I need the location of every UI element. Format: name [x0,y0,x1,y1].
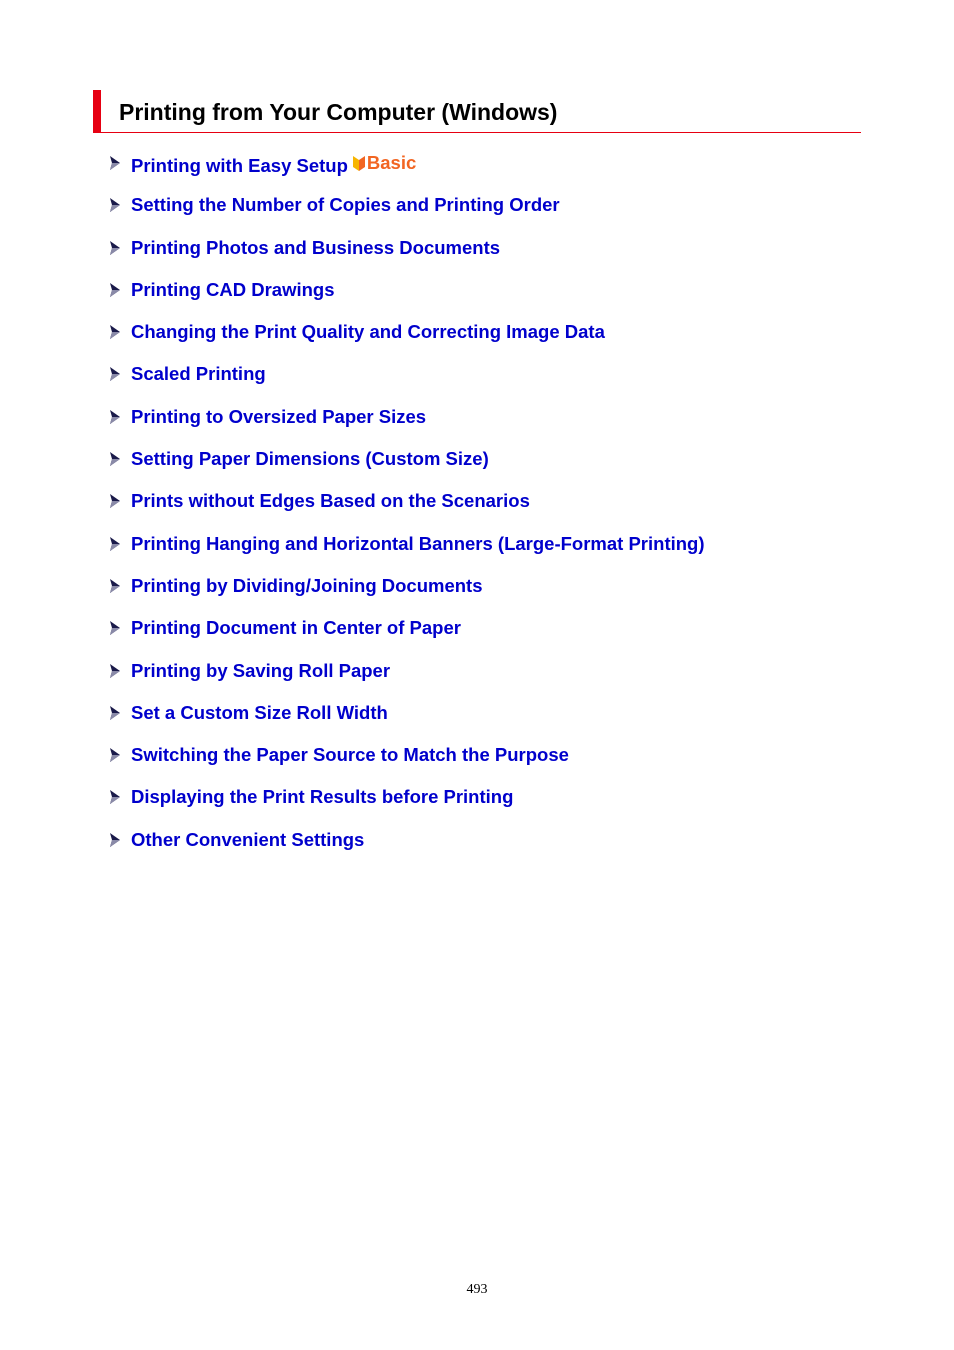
list-item [107,192,705,234]
arrow-right-icon [107,663,123,679]
link-printing-cad-drawings[interactable]: Printing CAD Drawings [131,278,335,300]
basic-badge [352,150,416,176]
link-scaled-printing[interactable]: Scaled Printing [131,363,266,385]
arrow-right-icon [107,282,123,298]
arrow-right-icon [107,578,123,594]
link-hanging-horizontal-banners[interactable]: Printing Hanging and Horizontal Banners (Large-Format Printing) [131,532,705,554]
page-number: 493 [466,1282,488,1297]
section-heading [93,90,861,133]
page-title: Printing from Your Computer (Windows) [119,99,558,125]
arrow-right-icon [107,705,123,721]
link-displaying-print-results[interactable]: Displaying the Print Results before Printing [131,786,514,808]
list-item [107,150,705,192]
arrow-right-icon [107,620,123,636]
list-item [107,615,705,657]
list-item [107,658,705,700]
link-other-convenient-settings[interactable]: Other Convenient Settings [131,828,365,850]
list-item [107,446,705,488]
arrow-right-icon [107,155,123,171]
link-prints-without-edges[interactable]: Prints without Edges Based on the Scenarios [131,490,530,512]
list-item [107,573,705,615]
arrow-right-icon [107,493,123,509]
link-changing-print-quality[interactable]: Changing the Print Quality and Correcting Image Data [131,321,605,343]
arrow-right-icon [107,789,123,805]
link-printing-with-easy-setup[interactable] [131,150,416,179]
list-item [107,361,705,403]
link-custom-roll-width[interactable]: Set a Custom Size Roll Width [131,701,388,723]
topic-link-list [107,150,705,869]
list-item [107,742,705,784]
heading-accent-bar [93,90,101,133]
link-saving-roll-paper[interactable]: Printing by Saving Roll Paper [131,659,391,681]
link-printing-photos-business[interactable]: Printing Photos and Business Documents [131,236,501,258]
list-item [107,531,705,573]
link-custom-paper-dimensions[interactable]: Setting Paper Dimensions (Custom Size) [131,448,489,470]
arrow-right-icon [107,240,123,256]
arrow-right-icon [107,324,123,340]
arrow-right-icon [107,536,123,552]
arrow-right-icon [107,366,123,382]
link-oversized-paper-sizes[interactable]: Printing to Oversized Paper Sizes [131,405,427,427]
list-item [107,784,705,826]
link-switching-paper-source[interactable]: Switching the Paper Source to Match the Purpose [131,744,569,766]
list-item [107,319,705,361]
link-label: Printing with Easy Setup [131,155,348,176]
arrow-right-icon [107,451,123,467]
arrow-right-icon [107,409,123,425]
list-item [107,277,705,319]
list-item [107,827,705,869]
link-document-center-of-paper[interactable]: Printing Document in Center of Paper [131,617,461,639]
beginner-leaf-icon [352,154,366,172]
badge-label: Basic [366,152,417,173]
arrow-right-icon [107,832,123,848]
arrow-right-icon [107,747,123,763]
link-setting-copies-and-order[interactable]: Setting the Number of Copies and Printing Order [131,194,560,216]
list-item [107,488,705,530]
list-item [107,700,705,742]
list-item [107,404,705,446]
link-dividing-joining-documents[interactable]: Printing by Dividing/Joining Documents [131,574,483,596]
list-item [107,235,705,277]
arrow-right-icon [107,197,123,213]
